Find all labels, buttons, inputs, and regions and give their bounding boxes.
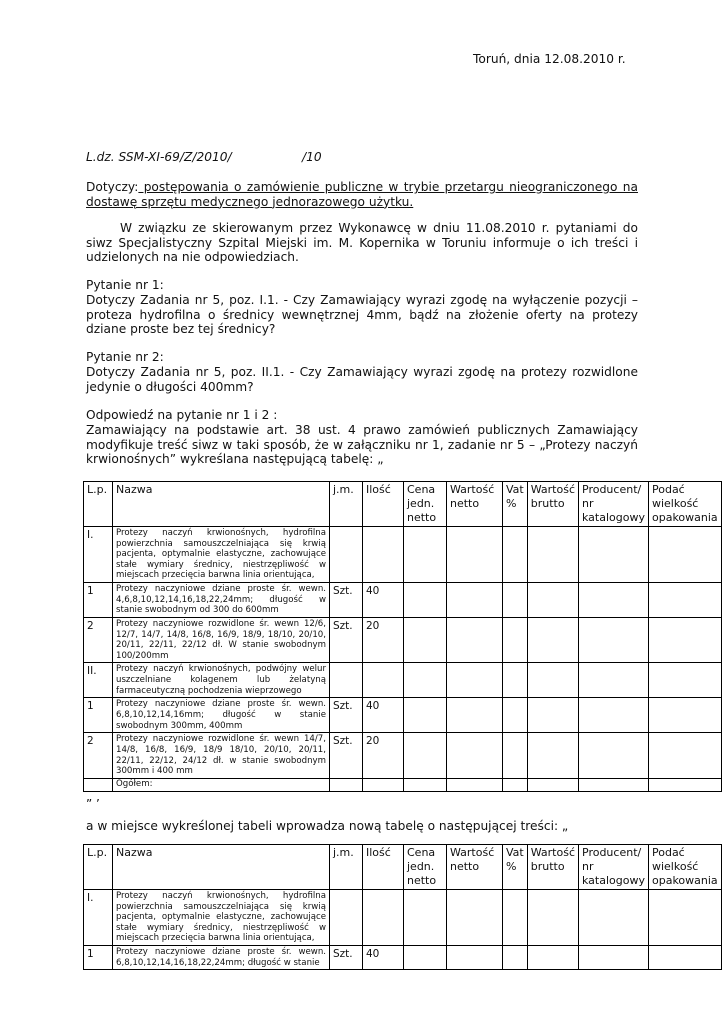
cell-empty (503, 583, 528, 618)
cell-empty (527, 733, 578, 779)
cell-empty (447, 733, 503, 779)
table-row (84, 698, 722, 733)
table-row (84, 583, 722, 618)
cell-empty (447, 698, 503, 733)
header-podac: Podać wielkość opakowania (648, 845, 721, 890)
cell-jm: Szt. (330, 618, 363, 663)
answer-title: Odpowiedź na pytanie nr 1 i 2 : (86, 408, 278, 422)
cell-empty (527, 527, 578, 583)
cell-ilosc (363, 527, 404, 583)
header-nazwa: Nazwa (113, 845, 330, 890)
reference-prefix: L.dz. SSM-XI-69/Z/2010/ (86, 150, 232, 164)
cell-jm (330, 779, 363, 792)
cell-ilosc (363, 779, 404, 792)
header-jm: j.m. (330, 482, 363, 527)
cell-empty (503, 663, 528, 698)
cell-empty (648, 527, 721, 583)
cell-ilosc: 40 (363, 946, 404, 970)
subject-label: Dotyczy: (86, 180, 139, 194)
cell-nazwa: Protezy naczyniowe dziane proste śr. wewn. 6,8,10,12,14,16,18,22,24mm; długość w stanie (113, 946, 330, 970)
subject-line (86, 180, 638, 209)
cell-empty (404, 583, 447, 618)
cell-ilosc (363, 663, 404, 698)
cell-empty (527, 583, 578, 618)
table-header-row (84, 482, 722, 527)
header-lp: L.p. (84, 482, 113, 527)
cell-ilosc: 20 (363, 618, 404, 663)
table-row (84, 890, 722, 946)
header-jm: j.m. (330, 845, 363, 890)
cell-empty (404, 527, 447, 583)
header-cena: Cena jedn. netto (404, 482, 447, 527)
cell-jm: Szt. (330, 698, 363, 733)
cell-empty (447, 946, 503, 970)
table-row (84, 733, 722, 779)
cell-nazwa: Protezy naczyń krwionośnych, hydrofilna powierzchnia samouszczelniająca się krwią pacjenta, optymalnie elastyczne, zachowujące stałe wymiary średnicy, niestrzępliwość w miejscach przecięcia barwna linia orientująca, (113, 890, 330, 946)
cell-empty (503, 946, 528, 970)
cell-empty (404, 618, 447, 663)
cell-empty (579, 663, 649, 698)
cell-empty (527, 618, 578, 663)
cell-empty (579, 733, 649, 779)
cell-ilosc (363, 890, 404, 946)
cell-empty (447, 890, 503, 946)
header-wartosc-brutto: Wartość brutto (527, 482, 578, 527)
question-2-title: Pytanie nr 2: (86, 350, 164, 364)
cell-empty (447, 618, 503, 663)
date-line: Toruń, dnia 12.08.2010 r. (473, 52, 626, 66)
cell-empty (503, 698, 528, 733)
question-1-text: Dotyczy Zadania nr 5, poz. I.1. - Czy Zamawiający wyrazi zgodę na wyłączenie pozycji – proteza hydrofilna o średnicy wewnętrznej 4mm, bądź na złożenie oferty na protezy dziane proste bez tej średnicy? (86, 293, 638, 337)
cell-empty (404, 663, 447, 698)
cell-empty (579, 890, 649, 946)
header-lp: L.p. (84, 845, 113, 890)
cell-empty (648, 583, 721, 618)
header-vat: Vat % (503, 845, 528, 890)
cell-empty (527, 779, 578, 792)
cell-empty (447, 583, 503, 618)
cell-total-label: Ogółem: (113, 779, 330, 792)
cell-empty (503, 527, 528, 583)
table-row (84, 663, 722, 698)
cell-empty (648, 698, 721, 733)
cell-empty (527, 663, 578, 698)
cell-empty (404, 733, 447, 779)
cell-jm (330, 663, 363, 698)
cell-empty (579, 946, 649, 970)
cell-lp: 1 (84, 583, 113, 618)
reference-number (86, 150, 322, 165)
cell-empty (527, 946, 578, 970)
closing-quote: ” ’ (86, 797, 100, 811)
cell-nazwa: Protezy naczyniowe dziane proste śr. wewn. 4,6,8,10,12,14,16,18,22,24mm; długość w stanie swobodnym od 300 do 600mm (113, 583, 330, 618)
cell-lp: I. (84, 527, 113, 583)
cell-empty (527, 890, 578, 946)
header-producent: Producent/ nr katalogowy (579, 482, 649, 527)
cell-empty (648, 779, 721, 792)
cell-empty (579, 779, 649, 792)
table-row (84, 527, 722, 583)
cell-ilosc: 40 (363, 698, 404, 733)
cell-lp: I. (84, 890, 113, 946)
header-podac: Podać wielkość opakowania (648, 482, 721, 527)
cell-lp: 1 (84, 698, 113, 733)
removed-products-table (83, 481, 722, 792)
cell-empty (503, 890, 528, 946)
cell-empty (503, 733, 528, 779)
table-row (84, 946, 722, 970)
header-nazwa: Nazwa (113, 482, 330, 527)
cell-lp: 1 (84, 946, 113, 970)
cell-lp: 2 (84, 618, 113, 663)
cell-empty (648, 890, 721, 946)
cell-jm (330, 527, 363, 583)
cell-empty (503, 618, 528, 663)
cell-nazwa: Protezy naczyń krwionośnych, podwójny welur uszczelniane kolagenem lub żelatyną farmaceutyczną pochodzenia wieprzowego (113, 663, 330, 698)
new-products-table (83, 844, 722, 970)
cell-ilosc: 20 (363, 733, 404, 779)
cell-empty (503, 779, 528, 792)
table-header-row (84, 845, 722, 890)
header-cena: Cena jedn. netto (404, 845, 447, 890)
cell-nazwa: Protezy naczyń krwionośnych, hydrofilna powierzchnia samouszczelniająca się krwią pacjenta, optymalnie elastyczne, zachowujące stałe wymiary średnicy, niestrzępliwość w miejscach przecięcia barwna linia orientująca, (113, 527, 330, 583)
cell-empty (579, 698, 649, 733)
intro-paragraph: W związku ze skierowanym przez Wykonawcę w dniu 11.08.2010 r. pytaniami do siwz Specjalistyczny Szpital Miejski im. M. Kopernika w Toruniu informuje o ich treści i udzielonych na nie odpowiedziach. (86, 221, 638, 265)
cell-empty (579, 583, 649, 618)
cell-empty (447, 779, 503, 792)
cell-lp (84, 779, 113, 792)
header-vat: Vat % (503, 482, 528, 527)
reference-suffix: /10 (302, 150, 322, 164)
cell-jm: Szt. (330, 733, 363, 779)
header-wartosc-netto: Wartość netto (447, 482, 503, 527)
cell-empty (579, 618, 649, 663)
cell-nazwa: Protezy naczyniowe rozwidlone śr. wewn 14/7, 14/8, 16/8, 16/9, 18/9 18/10, 20/10, 20/11, 22/11, 22/12, 24/12 dł. w stanie swobodnym 300mm i 400 mm (113, 733, 330, 779)
table-total-row (84, 779, 722, 792)
cell-lp: 2 (84, 733, 113, 779)
cell-empty (527, 698, 578, 733)
cell-ilosc: 40 (363, 583, 404, 618)
cell-empty (404, 890, 447, 946)
cell-jm: Szt. (330, 583, 363, 618)
subject-text: postępowania o zamówienie publiczne w trybie przetargu nieograniczonego na dostawę sprzętu medycznego jednorazowego użytku. (86, 180, 638, 209)
cell-empty (648, 618, 721, 663)
table-row (84, 618, 722, 663)
cell-empty (447, 663, 503, 698)
cell-lp: II. (84, 663, 113, 698)
cell-empty (648, 946, 721, 970)
header-wartosc-brutto: Wartość brutto (527, 845, 578, 890)
header-producent: Producent/ nr katalogowy (579, 845, 649, 890)
question-1-title: Pytanie nr 1: (86, 278, 164, 292)
question-2-text: Dotyczy Zadania nr 5, poz. II.1. - Czy Zamawiający wyrazi zgodę na protezy rozwidlone jedynie o długości 400mm? (86, 365, 638, 394)
cell-empty (447, 527, 503, 583)
cell-empty (404, 946, 447, 970)
new-table-intro: a w miejsce wykreślonej tabeli wprowadza nową tabelę o następującej treści: „ (86, 819, 569, 833)
cell-jm (330, 890, 363, 946)
cell-nazwa: Protezy naczyniowe rozwidlone śr. wewn 12/6, 12/7, 14/7, 14/8, 16/8, 16/9, 18/9, 18/10, 20/10, 20/11, 22/11, 22/12 dł. W stanie swobodnym 100/200mm (113, 618, 330, 663)
cell-empty (648, 733, 721, 779)
cell-empty (404, 698, 447, 733)
header-wartosc-netto: Wartość netto (447, 845, 503, 890)
answer-text: Zamawiający na podstawie art. 38 ust. 4 prawo zamówień publicznych Zamawiający modyfikuje treść siwz w taki sposób, że w załączniku nr 1, zadanie nr 5 – „Protezy naczyń krwionośnych” wykreślana następującą tabelę: „ (86, 423, 638, 467)
cell-jm: Szt. (330, 946, 363, 970)
cell-nazwa: Protezy naczyniowe dziane proste śr. wewn. 6,8,10,12,14,16mm; długość w stanie swobodnym 300mm, 400mm (113, 698, 330, 733)
header-ilosc: Ilość (363, 482, 404, 527)
cell-empty (579, 527, 649, 583)
cell-empty (648, 663, 721, 698)
header-ilosc: Ilość (363, 845, 404, 890)
cell-empty (404, 779, 447, 792)
